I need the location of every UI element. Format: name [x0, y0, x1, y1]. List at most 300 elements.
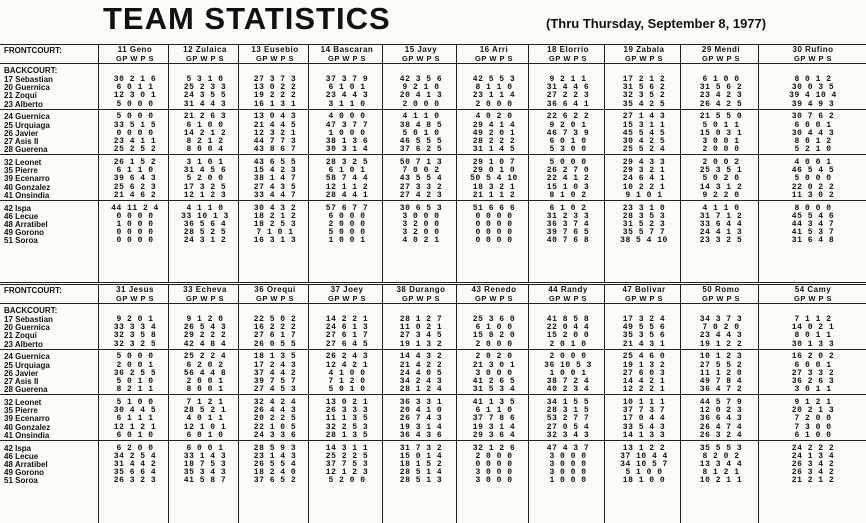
stat-cell: 39 7 5 7	[253, 377, 297, 386]
frontcourt-player-name: 43 Renedo	[471, 285, 517, 294]
stat-cell: 5 1 0 0	[116, 398, 154, 407]
stat-cell: 5 0 1 0	[402, 128, 440, 138]
frontcourt-label: FRONTCOURT:	[4, 46, 62, 55]
stat-cell: 8 0 0 1	[186, 385, 224, 395]
column-divider	[758, 284, 759, 523]
stat-cell: 7 1 2 0	[328, 377, 366, 386]
stat-cell: 31 7 1 2	[699, 211, 743, 221]
column-divider	[98, 284, 99, 523]
stat-cell: 14 3 1 1	[325, 443, 369, 453]
stat-cell: 3 1 0 1	[186, 158, 224, 167]
frontcourt-player-name: 50 Romo	[702, 285, 740, 294]
stat-cell: 28 5 9 3	[253, 443, 297, 453]
stat-cell: 8 2 1 1	[116, 385, 154, 395]
stat-cell: 14 4 3 2	[399, 352, 443, 362]
stat-cell: 3 0 1 1	[794, 385, 832, 395]
stat-cell: 8 1 2 1	[702, 468, 740, 478]
stat-cell: 5 2 1 0	[794, 145, 832, 155]
stat-cell: 31 5 2 3	[622, 220, 666, 229]
frontcourt-player-name: 11 Geno	[117, 45, 153, 54]
stat-cell: 50 5 4 10	[470, 174, 518, 184]
frontcourt-label: FRONTCOURT:	[4, 286, 62, 295]
stat-cell: 23 1 1 4	[472, 91, 516, 101]
group-divider	[0, 154, 866, 155]
stat-cell: 28 3 2 5	[325, 158, 369, 167]
stat-cell: 14 3 1 2	[699, 182, 743, 192]
stat-cell: 3 0 0 0	[475, 368, 513, 378]
stat-cell: 9 2 1 0	[402, 83, 440, 93]
stat-cell: 41 5 3 7	[791, 228, 835, 238]
stat-cell: 26 4 2 5	[699, 99, 743, 109]
stat-cell: 16 1 3 1	[253, 99, 297, 109]
stat-cell: 4 0 0 1	[794, 158, 832, 167]
stat-cell: 41 8 5 8	[546, 315, 590, 324]
stat-cell: 28 5 2 5	[183, 228, 227, 238]
stat-cell: 40 7 6 8	[546, 236, 590, 246]
stat-cell: 15 2 0 0	[546, 331, 590, 341]
backcourt-player-name: 49 Gorono	[4, 468, 45, 478]
stat-cell: 26 5 5 4	[253, 460, 297, 469]
backcourt-player-name: 48 Arratibel	[4, 460, 48, 469]
stat-cell: 5 0 0 0	[116, 352, 154, 362]
stat-cell: 31 5 6 2	[622, 83, 666, 93]
stat-cell: 36 6 4 3	[699, 414, 743, 424]
stat-cell: 8 0 1 1	[794, 331, 832, 341]
stat-cell: 11 3 0 2	[791, 190, 835, 200]
backcourt-player-name: 35 Pierre	[4, 406, 38, 416]
stat-column-header: GP W P S	[475, 54, 513, 63]
stat-cell: 31 4 5 6	[183, 166, 227, 176]
stat-cell: 29 2 2 2	[183, 331, 227, 341]
column-divider	[680, 44, 681, 282]
frontcourt-player-name: 36 Orequi	[254, 285, 296, 294]
stat-cell: 26 3 4 2	[791, 460, 835, 469]
stat-column-header: GP W P S	[186, 294, 224, 303]
backcourt-player-name: 41 Onsindia	[4, 190, 50, 200]
stat-column-header: GP W P S	[116, 54, 154, 63]
stat-cell: 44 11 2 4	[111, 203, 159, 213]
stat-cell: 28 2 2 2	[472, 137, 516, 146]
stat-cell: 26 3 2 3	[113, 476, 157, 486]
stat-cell: 29 1 0 7	[472, 158, 516, 167]
stat-cell: 17 0 4 4	[622, 414, 666, 424]
stat-cell: 35 3 4 3	[183, 468, 227, 478]
stat-cell: 6 1 0 0	[794, 430, 832, 440]
stat-cell: 29 4 3 3	[622, 158, 666, 167]
section-bottom-rule	[0, 282, 866, 283]
stat-cell: 5 0 2 0	[702, 174, 740, 184]
stat-cell: 26 5 4 3	[183, 323, 227, 333]
stat-cell: 28 3 5 3	[622, 211, 666, 221]
stat-cell: 21 3 0 1	[472, 360, 516, 370]
stat-cell: 5 2 0 0	[328, 476, 366, 486]
stat-cell: 25 4 6 0	[622, 352, 666, 362]
stat-cell: 14 0 2 1	[791, 323, 835, 333]
stat-cell: 44 7 7 3	[253, 137, 297, 146]
stat-cell: 21 2 1 2	[791, 476, 835, 486]
stat-cell: 5 3 0 0	[549, 145, 587, 155]
stat-cell: 33 5 4 3	[622, 422, 666, 432]
stat-cell: 37 4 4 2	[253, 368, 297, 378]
column-divider	[382, 284, 383, 523]
backcourt-player-name: 32 Leonet	[4, 158, 42, 167]
backcourt-player-name: 20 Guernica	[4, 83, 50, 93]
stat-column-header: GP W P S	[549, 294, 587, 303]
stat-cell: 18 1 0 0	[622, 476, 666, 486]
stat-cell: 6 1 1 0	[475, 406, 513, 416]
stat-cell: 25 6 2 3	[113, 182, 157, 192]
stat-cell: 24 1 3 4	[791, 451, 835, 461]
stat-cell: 28 5 1 3	[399, 476, 443, 486]
stat-cell: 8 1 1 0	[475, 83, 513, 93]
stat-cell: 14 1 3 3	[622, 430, 666, 440]
stat-cell: 7 1 2 1	[186, 398, 224, 407]
backcourt-player-name: 42 Ispa	[4, 203, 32, 213]
stat-cell: 20 4 1 0	[399, 406, 443, 416]
stat-cell: 26 1 5 2	[113, 158, 157, 167]
stat-cell: 6 0 0 1	[186, 443, 224, 453]
group-divider	[0, 349, 866, 350]
stat-cell: 7 0 2 0	[702, 323, 740, 333]
stat-cell: 23 4 1 1	[113, 137, 157, 146]
stat-column-header: GP W P S	[625, 294, 663, 303]
stat-cell: 13 0 2 1	[325, 398, 369, 407]
stat-cell: 15 0 1 4	[399, 451, 443, 461]
stat-cell: 37 6 5 2	[253, 476, 297, 486]
stat-cell: 5 1 0 0	[625, 468, 663, 478]
stat-cell: 26 2 4 3	[325, 352, 369, 362]
backcourt-player-name: 51 Soroa	[4, 476, 38, 486]
stat-column-header: GP W P S	[794, 294, 832, 303]
stat-cell: 45 5 4 5	[622, 128, 666, 138]
stat-cell: 23 1 4 3	[253, 451, 297, 461]
stat-cell: 46 5 4 5	[791, 166, 835, 176]
stat-cell: 9 1 0 1	[625, 190, 663, 200]
stat-cell: 42 4 8 4	[183, 339, 227, 349]
stat-cell: 7 1 1 2	[794, 315, 832, 324]
stat-cell: 5 2 0 0	[186, 174, 224, 184]
backcourt-player-name: 25 Urquiaga	[4, 120, 50, 130]
backcourt-label: BACKCOURT:	[4, 66, 58, 75]
backcourt-player-name: 21 Zoqui	[4, 331, 37, 341]
stat-cell: 20 4 1 3	[399, 91, 443, 101]
frontcourt-player-name: 44 Randy	[548, 285, 588, 294]
stat-cell: 38 1 4 7	[253, 174, 297, 184]
stat-cell: 27 3 3 2	[791, 368, 835, 378]
backcourt-player-name: 26 Javier	[4, 368, 39, 378]
stat-cell: 28 5 2 1	[183, 406, 227, 416]
stat-cell: 12 0 2 3	[699, 406, 743, 416]
stat-cell: 25 2 3 3	[183, 83, 227, 93]
stat-cell: 2 0 0 0	[549, 352, 587, 362]
stat-cell: 21 5 5 0	[699, 112, 743, 122]
stat-cell: 37 7 3 7	[622, 406, 666, 416]
stat-cell: 3 0 0 0	[475, 476, 513, 486]
stat-cell: 38 4 8 5	[399, 120, 443, 130]
frontcourt-player-name: 30 Rufino	[792, 45, 834, 54]
stat-cell: 22 5 0 2	[253, 315, 297, 324]
stat-cell: 19 1 3 2	[399, 339, 443, 349]
stat-cell: 24 3 5 5	[183, 91, 227, 101]
stat-cell: 20 2 1 3	[791, 406, 835, 416]
stat-cell: 6 1 1 1	[116, 414, 154, 424]
stat-cell: 8 0 1 2	[794, 75, 832, 84]
stat-cell: 5 0 0 0	[794, 174, 832, 184]
stat-cell: 33 4 4 7	[253, 190, 297, 200]
stat-cell: 41 2 6 5	[472, 377, 516, 386]
stat-cell: 26 7 4 3	[399, 414, 443, 424]
stat-cell: 25 5 2 4	[622, 145, 666, 155]
backcourt-player-name: 46 Lecue	[4, 211, 39, 221]
stat-cell: 26 3 3 3	[325, 406, 369, 416]
stat-cell: 6 0 1 1	[116, 83, 154, 93]
stat-cell: 12 4 2 1	[325, 360, 369, 370]
stat-cell: 6 0 1 0	[186, 430, 224, 440]
stat-cell: 1 0 0 0	[116, 220, 154, 229]
stat-cell: 19 1 2 2	[699, 339, 743, 349]
stat-cell: 27 3 7 3	[253, 75, 297, 84]
stat-cell: 4 0 2 1	[402, 236, 440, 246]
frontcourt-player-name: 31 Jesus	[116, 285, 154, 294]
stat-cell: 58 7 4 4	[325, 174, 369, 184]
column-divider	[456, 44, 457, 282]
stat-cell: 1 0 0 0	[328, 128, 366, 138]
stat-cell: 19 2 2 2	[253, 91, 297, 101]
backcourt-player-name: 23 Alberto	[4, 99, 43, 109]
stat-column-header: GP W P S	[116, 294, 154, 303]
stat-cell: 3 0 0 0	[402, 211, 440, 221]
stat-cell: 6 1 1 0	[116, 166, 154, 176]
stat-cell: 30 4 4 3	[791, 128, 835, 138]
stat-cell: 3 0 0 0	[549, 468, 587, 478]
stat-cell: 27 5 5 2	[699, 360, 743, 370]
stat-cell: 36 6 4 1	[546, 99, 590, 109]
stat-cell: 32 3 2 5	[113, 339, 157, 349]
stat-cell: 6 1 0 0	[186, 120, 224, 130]
stat-cell: 7 3 0 0	[794, 422, 832, 432]
stat-cell: 40 2 3 4	[546, 385, 590, 395]
stat-cell: 41 1 3 5	[472, 398, 516, 407]
stat-cell: 18 2 4 0	[253, 468, 297, 478]
stat-cell: 29 3 2 1	[622, 166, 666, 176]
frontcourt-player-name: 14 Bascaran	[320, 45, 374, 54]
stat-cell: 21 4 2 2	[399, 360, 443, 370]
stat-cell: 5 0 1 1	[702, 120, 740, 130]
stat-cell: 25 3 5 1	[699, 166, 743, 176]
stat-cell: 15 3 1 1	[622, 120, 666, 130]
column-divider	[168, 284, 169, 523]
stat-column-header: GP W P S	[256, 54, 294, 63]
stat-cell: 10 2 2 1	[622, 182, 666, 192]
stat-cell: 36 4 7 2	[699, 385, 743, 395]
stat-cell: 4 1 1 0	[702, 203, 740, 213]
stat-cell: 31 7 3 2	[399, 443, 443, 453]
stat-cell: 5 0 0 0	[116, 112, 154, 122]
backcourt-player-name: 28 Guerena	[4, 145, 48, 155]
stat-cell: 2 0 0 0	[328, 220, 366, 229]
backcourt-label: BACKCOURT:	[4, 306, 58, 315]
stat-cell: 35 5 5 3	[699, 443, 743, 453]
stat-cell: 2 0 0 0	[702, 145, 740, 155]
stat-cell: 29 0 1 0	[472, 166, 516, 176]
stat-column-header: GP W P S	[475, 294, 513, 303]
stat-cell: 36 2 5 5	[113, 368, 157, 378]
backcourt-player-name: 28 Guerena	[4, 385, 48, 395]
stat-cell: 27 6 4 5	[325, 339, 369, 349]
stat-cell: 53 2 7 7	[546, 414, 590, 424]
stat-cell: 36 4 3 6	[399, 430, 443, 440]
stat-cell: 9 2 0 1	[549, 120, 587, 130]
stat-cell: 24 6 1 3	[325, 323, 369, 333]
stat-cell: 2 0 0 0	[475, 339, 513, 349]
stat-cell: 31 4 4 6	[546, 83, 590, 93]
stat-cell: 6 1 0 2	[549, 203, 587, 213]
stat-cell: 2 0 2 0	[475, 352, 513, 362]
frontcourt-player-name: 19 Zabala	[623, 45, 665, 54]
stat-cell: 10 2 1 1	[699, 476, 743, 486]
stat-cell: 38 7 2 4	[546, 377, 590, 386]
stat-cell: 19 3 1 4	[399, 422, 443, 432]
stat-cell: 12 1 2 3	[183, 190, 227, 200]
stat-cell: 25 2 2 4	[183, 352, 227, 362]
stat-cell: 36 5 6 4	[183, 220, 227, 229]
stat-cell: 5 0 1 0	[328, 385, 366, 395]
stat-cell: 34 10 5 7	[620, 460, 668, 469]
stat-cell: 5 0 1 0	[116, 377, 154, 386]
stat-cell: 30 4 4 5	[113, 406, 157, 416]
stat-cell: 15 8 2 0	[472, 331, 516, 341]
backcourt-player-name: 24 Guernica	[4, 112, 50, 122]
stat-cell: 30 7 6 2	[791, 112, 835, 122]
stat-cell: 36 10 5 3	[544, 360, 592, 370]
column-divider	[238, 44, 239, 282]
stat-cell: 27 0 5 4	[546, 422, 590, 432]
backcourt-player-name: 49 Gorono	[4, 228, 45, 238]
stat-cell: 11 1 3 5	[325, 414, 369, 424]
stat-column-header: GP W P S	[794, 54, 832, 63]
stat-cell: 6 1 0 0	[475, 323, 513, 333]
stat-cell: 17 3 2 4	[622, 315, 666, 324]
stat-cell: 47 4 3 7	[546, 443, 590, 453]
stat-cell: 37 10 4 4	[620, 451, 668, 461]
stat-cell: 46 5 5 5	[399, 137, 443, 146]
stat-cell: 30 3 1 4	[325, 145, 369, 155]
stat-cell: 45 5 4 6	[791, 211, 835, 221]
frontcourt-player-name: 13 Eusebio	[251, 45, 299, 54]
stat-cell: 31 1 4 5	[472, 145, 516, 155]
stat-cell: 37 3 7 9	[325, 75, 369, 84]
stat-cell: 18 1 5 2	[399, 460, 443, 469]
frontcourt-player-name: 38 Durango	[396, 285, 446, 294]
stat-cell: 39 4 9 3	[791, 99, 835, 109]
stat-cell: 31 6 4 8	[791, 236, 835, 246]
stat-cell: 27 3 4 5	[399, 331, 443, 341]
stat-cell: 12 2 2 1	[622, 385, 666, 395]
stat-cell: 33 3 3 4	[113, 323, 157, 333]
stat-cell: 4 0 0 0	[328, 112, 366, 122]
stat-cell: 2 0 0 2	[702, 158, 740, 167]
stat-column-header: GP W P S	[625, 54, 663, 63]
stat-cell: 16 3 1 3	[253, 236, 297, 246]
page-title: TEAM STATISTICS	[103, 1, 391, 36]
column-divider	[168, 44, 169, 282]
stat-cell: 12 3 2 1	[253, 128, 297, 138]
stat-cell: 2 0 0 0	[475, 99, 513, 109]
stat-cell: 4 1 1 0	[186, 203, 224, 213]
stat-cell: 30 2 1 6	[113, 75, 157, 84]
stat-cell: 8 0 0 0	[794, 203, 832, 213]
stat-cell: 4 1 1 0	[402, 112, 440, 122]
stat-cell: 3 0 0 0	[475, 468, 513, 478]
stat-cell: 6 0 0 1	[794, 120, 832, 130]
stat-cell: 1 0 0 1	[328, 236, 366, 246]
stat-cell: 24 3 3 6	[253, 430, 297, 440]
stat-cell: 31 2 3 3	[546, 211, 590, 221]
stat-cell: 6 1 0 1	[328, 166, 366, 176]
stat-cell: 30 6 5 3	[399, 203, 443, 213]
stat-cell: 43 8 6 7	[253, 145, 297, 155]
stat-cell: 25 2 5 2	[113, 145, 157, 155]
stat-cell: 0 0 0 0	[475, 460, 513, 469]
stat-cell: 5 0 0 0	[549, 158, 587, 167]
column-divider	[308, 44, 309, 282]
stat-cell: 6 2 0 0	[116, 443, 154, 453]
stat-cell: 18 7 5 3	[183, 460, 227, 469]
stat-cell: 28 1 2 7	[399, 315, 443, 324]
stat-column-header: GP W P S	[328, 294, 366, 303]
stat-column-header: GP W P S	[549, 54, 587, 63]
stat-column-header: GP W P S	[256, 294, 294, 303]
stat-cell: 32 3 5 2	[622, 91, 666, 101]
stat-cell: 33 1 4 3	[183, 451, 227, 461]
stat-column-header: GP W P S	[702, 294, 740, 303]
stat-cell: 34 1 5 5	[546, 398, 590, 407]
column-divider	[456, 284, 457, 523]
stat-cell: 17 2 4 3	[253, 360, 297, 370]
stat-cell: 21 4 3 1	[622, 339, 666, 349]
backcourt-player-name: 26 Javier	[4, 128, 39, 138]
stat-column-header: GP W P S	[402, 294, 440, 303]
stat-cell: 8 0 1 2	[794, 137, 832, 146]
stat-cell: 49 2 0 1	[472, 128, 516, 138]
stat-cell: 27 6 1 7	[325, 331, 369, 341]
stat-cell: 0 0 0 0	[475, 236, 513, 246]
stat-cell: 39 4 10 4	[789, 91, 837, 101]
backcourt-player-name: 17 Sebastian	[4, 75, 53, 84]
stat-cell: 8 2 1 2	[186, 137, 224, 146]
frontcourt-player-name: 18 Elorrio	[547, 45, 589, 54]
stat-cell: 32 2 5 3	[325, 422, 369, 432]
stat-cell: 7 2 0 0	[794, 414, 832, 424]
stat-cell: 34 2 5 4	[113, 451, 157, 461]
stat-cell: 46 7 3 9	[546, 128, 590, 138]
group-divider	[0, 200, 866, 201]
stat-cell: 2 0 0 1	[116, 360, 154, 370]
stat-cell: 25 3 6 0	[472, 315, 516, 324]
stat-cell: 28 5 1 4	[399, 468, 443, 478]
backcourt-player-name: 48 Arratibel	[4, 220, 48, 229]
column-divider	[308, 284, 309, 523]
column-divider	[528, 44, 529, 282]
frontcourt-player-name: 29 Mendi	[701, 45, 741, 54]
stat-cell: 14 2 1 2	[183, 128, 227, 138]
stat-cell: 15 1 0 3	[546, 182, 590, 192]
stat-cell: 12 1 2 3	[325, 468, 369, 478]
stat-cell: 30 1 3 3	[791, 339, 835, 349]
stat-cell: 34 2 4 3	[399, 377, 443, 386]
backcourt-player-name: 42 Ispa	[4, 443, 32, 453]
stat-cell: 23 3 2 5	[699, 236, 743, 246]
